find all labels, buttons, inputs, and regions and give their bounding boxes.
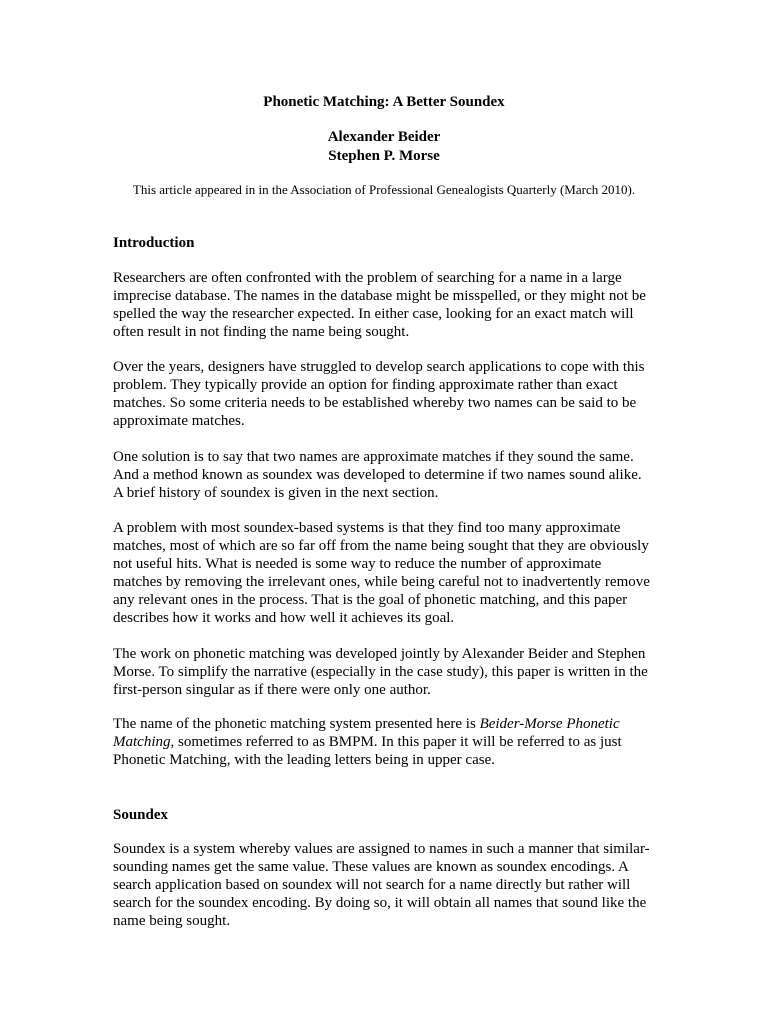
paragraph: [113, 448, 673, 502]
text-line: problem. They typically provide an option for finding approximate rather than exact: [113, 377, 618, 393]
text-run: , sometimes referred to as BMPM. In this paper it will be referred to as just: [170, 734, 622, 750]
paragraph: [113, 519, 673, 627]
text-line: Researchers are often confronted with the problem of searching for a name in a large: [113, 270, 622, 286]
text-line: any relevant ones in the process. That is the goal of phonetic matching, and this paper: [113, 592, 628, 608]
text-line: A brief history of soundex is given in the next section.: [113, 485, 439, 501]
paragraph: [113, 269, 673, 341]
text-line: search for the soundex encoding. By doing so, it will obtain all names that sound like the: [113, 895, 647, 911]
text-line: Phonetic Matching, with the leading letters being in upper case.: [113, 752, 495, 768]
text-run: The name of the phonetic matching system presented here is: [113, 716, 480, 732]
text-line: sounding names get the same value. These values are known as soundex encodings. A: [113, 859, 629, 875]
paragraph: [113, 358, 673, 430]
text-line: [113, 715, 673, 733]
section-heading-soundex: Soundex: [113, 807, 169, 823]
text-line: And a method known as soundex was developed to determine if two names sound alike.: [113, 467, 642, 483]
text-line: name being sought.: [113, 913, 231, 929]
text-line: One solution is to say that two names are approximate matches if they sound the same.: [113, 449, 634, 465]
text-line: [113, 733, 673, 751]
text-line: not useful hits. What is needed is some way to reduce the number of approximate: [113, 556, 602, 572]
text-line: search application based on soundex will not search for a name directly but rather will: [113, 877, 631, 893]
text-line: Over the years, designers have struggled to develop search applications to cope with this: [113, 359, 645, 375]
text-line: spelled the way the researcher expected. In either case, looking for an exact match will: [113, 306, 634, 322]
paragraph-bmpm: [113, 715, 673, 769]
text-line: Morse. To simplify the narrative (especially in the case study), this paper is written in the: [113, 664, 648, 680]
text-line: first-person singular as if there were only one author.: [113, 682, 431, 698]
text-line: The work on phonetic matching was developed jointly by Alexander Beider and Stephen: [113, 646, 646, 662]
text-line: Soundex is a system whereby values are assigned to names in such a manner that similar-: [113, 841, 650, 857]
text-line: A problem with most soundex-based systems is that they find too many approximate: [113, 520, 621, 536]
italic-term: Beider-Morse Phonetic: [479, 716, 620, 732]
author-name: Stephen P. Morse: [328, 148, 440, 164]
text-line: matches. So some criteria needs to be established whereby two names can be said to be: [113, 395, 637, 411]
text-line: often result in not finding the name being sought.: [113, 324, 410, 340]
section-heading-introduction: Introduction: [113, 235, 195, 251]
text-line: matches by removing the irrelevant ones, while being careful not to inadvertently remove: [113, 574, 650, 590]
publication-note: This article appeared in in the Association of Professional Genealogists Quarterly (March 2010).: [132, 182, 636, 197]
author-name: Alexander Beider: [327, 129, 441, 145]
text-line: approximate matches.: [113, 413, 245, 429]
paragraph: [113, 645, 673, 699]
paragraph: [113, 840, 673, 930]
paper-title: Phonetic Matching: A Better Soundex: [263, 94, 505, 110]
text-line: matches, most of which are so far off from the name being sought that they are obviously: [113, 538, 649, 554]
text-line: imprecise database. The names in the database might be misspelled, or they might not be: [113, 288, 646, 304]
text-line: describes how it works and how well it achieves its goal.: [113, 610, 455, 626]
italic-term: Matching: [113, 734, 171, 750]
